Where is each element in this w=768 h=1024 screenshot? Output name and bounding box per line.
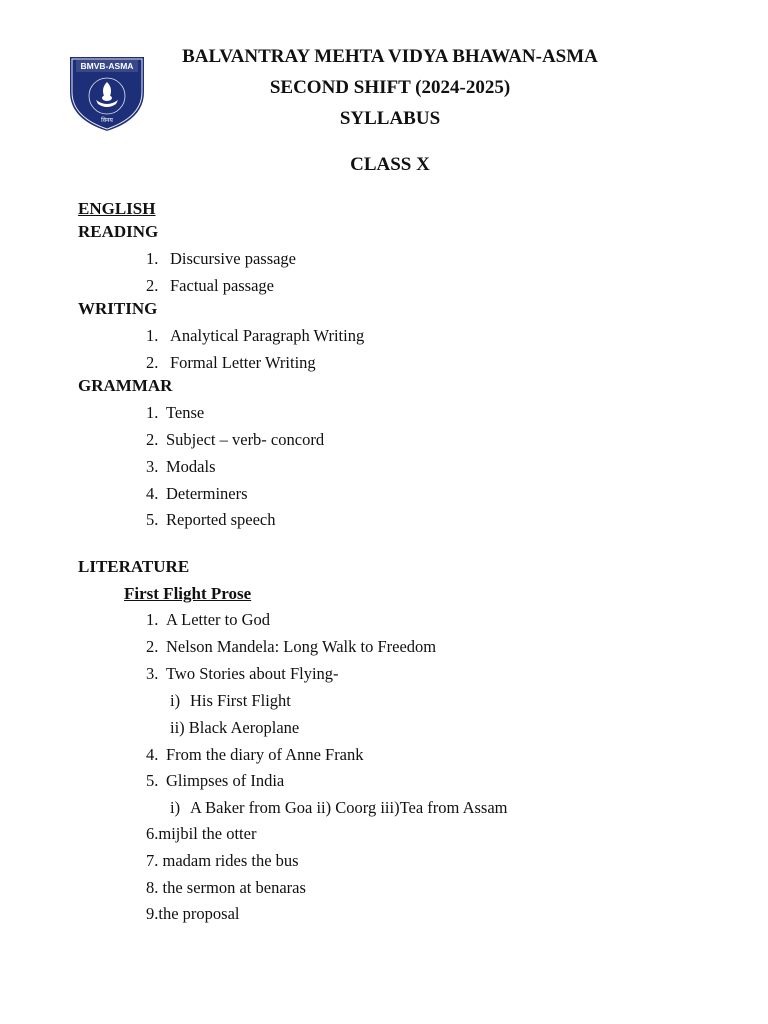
shift-line: SECOND SHIFT (2024-2025): [269, 77, 511, 98]
sub-list-item: i) A Baker from Goa ii) Coorg iii)Tea from Assam: [170, 798, 508, 817]
syllabus-title: SYLLABUS: [339, 108, 441, 129]
school-logo: [66, 52, 148, 134]
list-item: 8. the sermon at benaras: [146, 878, 306, 897]
list-item: 5. Reported speech: [146, 510, 276, 529]
list-item: 1. A Letter to God: [146, 610, 271, 629]
list-item: 2. Subject – verb- concord: [146, 430, 325, 449]
sub-list-item: i) His First Flight: [170, 691, 291, 710]
literature-heading: LITERATURE: [78, 557, 190, 576]
writing-heading: WRITING: [78, 299, 158, 318]
list-item: 2. Factual passage: [146, 276, 275, 295]
english-heading: ENGLISH: [78, 199, 156, 218]
list-item: 7. madam rides the bus: [146, 851, 299, 870]
list-item: 9.the proposal: [146, 904, 240, 923]
list-item: 5. Glimpses of India: [146, 771, 285, 790]
logo-motto: विनय: [101, 117, 113, 124]
grammar-heading: GRAMMAR: [78, 376, 173, 395]
reading-heading: READING: [78, 222, 159, 241]
list-item: 3. Modals: [146, 457, 216, 476]
list-item: 4. Determiners: [146, 484, 248, 503]
list-item: 1. Discursive passage: [146, 249, 297, 268]
prose-subheading: First Flight Prose: [124, 584, 252, 603]
list-item: 2. Nelson Mandela: Long Walk to Freedom: [146, 637, 437, 656]
list-item: 1. Tense: [146, 403, 205, 422]
class-title: CLASS X: [350, 154, 430, 175]
school-name: BALVANTRAY MEHTA VIDYA BHAWAN-ASMA: [182, 46, 598, 67]
list-item: 2. Formal Letter Writing: [146, 353, 316, 372]
sub-list-item: ii) Black Aeroplane: [170, 718, 300, 737]
list-item: 6.mijbil the otter: [146, 824, 257, 843]
logo-text: BMVB-ASMA: [80, 61, 134, 71]
list-item: 3. Two Stories about Flying-: [146, 664, 339, 683]
list-item: 4. From the diary of Anne Frank: [146, 745, 364, 764]
list-item: 1. Analytical Paragraph Writing: [146, 326, 365, 345]
